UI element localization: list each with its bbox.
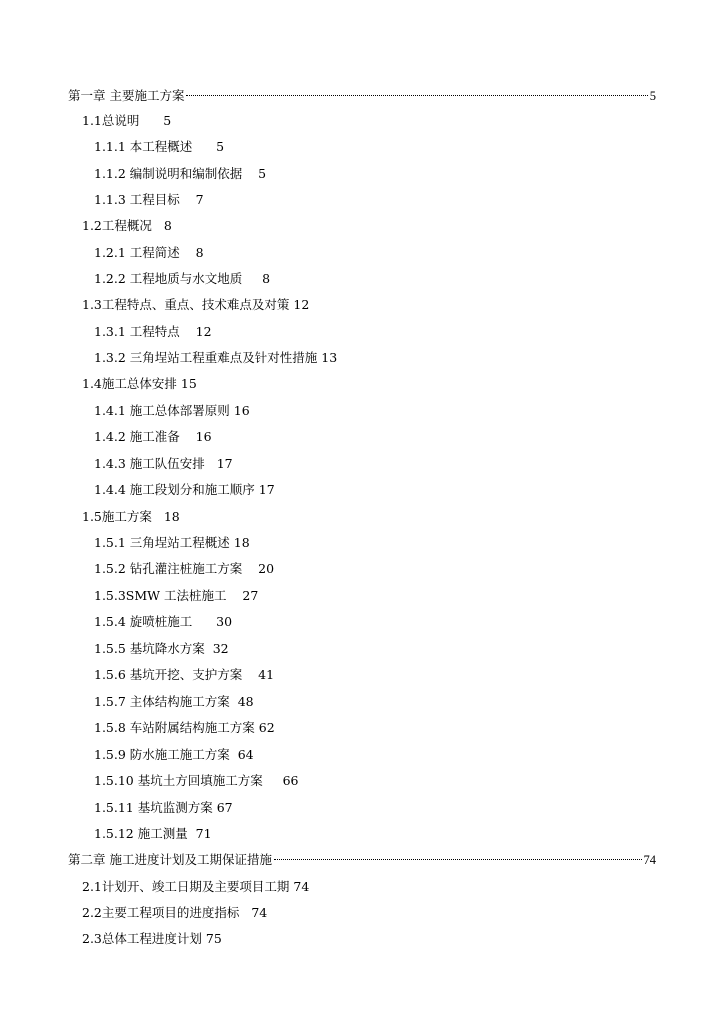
section-number: 1.2	[82, 218, 102, 233]
toc-subsection-1-5-12[interactable]: 1.5.12 施工测量 71	[94, 826, 212, 841]
toc-subsection-1-2-1[interactable]: 1.2.1 工程简述 8	[94, 245, 204, 260]
toc-subsection-1-5-3[interactable]: 1.5.3SMW 工法桩施工 27	[94, 588, 259, 603]
section-title: 工程特点、重点、技术难点及对策	[101, 297, 290, 312]
page-number: 5	[649, 89, 656, 103]
page-number: 5	[163, 113, 172, 128]
section-title: 工程概况	[101, 218, 152, 233]
toc-section-2-1[interactable]	[82, 877, 309, 897]
page-number: 74	[643, 853, 656, 867]
toc-section-1-3[interactable]	[82, 295, 309, 315]
section-title: 主要工程项目的进度指标	[101, 905, 240, 920]
page-number: 18	[163, 509, 180, 524]
toc-subsection-1-5-2[interactable]: 1.5.2 钻孔灌注桩施工方案 20	[94, 561, 275, 576]
toc-subsection-1-5-1[interactable]: 1.5.1 三角埕站工程概述 18	[94, 535, 250, 550]
section-title: 计划开、竣工日期及主要项目工期	[101, 879, 290, 894]
separator	[152, 218, 164, 233]
toc-subsection-1-5-4[interactable]: 1.5.4 旋喷桩施工 30	[94, 614, 233, 629]
page-number: 8	[163, 218, 172, 233]
chapter-title: 第二章 施工进度计划及工期保证措施	[68, 852, 272, 867]
toc-section-2-3[interactable]	[82, 929, 222, 949]
toc-section-1-2[interactable]	[82, 216, 172, 236]
toc-subsection-1-1-2[interactable]: 1.1.2 编制说明和编制依据 5	[94, 166, 267, 181]
page-number: 12	[293, 297, 310, 312]
toc-chapter-2[interactable]	[68, 850, 656, 870]
section-title: 施工总体安排	[101, 376, 177, 391]
section-number: 1.1	[82, 113, 102, 128]
toc-section-1-5[interactable]	[82, 507, 180, 527]
section-number: 2.3	[82, 931, 102, 946]
toc-subsection-1-4-2[interactable]: 1.4.2 施工准备 16	[94, 429, 212, 444]
toc-subsection-1-5-8[interactable]: 1.5.8 车站附属结构施工方案 62	[94, 720, 275, 735]
section-number: 2.1	[82, 879, 102, 894]
toc-subsection-1-3-2[interactable]: 1.3.2 三角埕站工程重难点及针对性措施 13	[94, 350, 338, 365]
toc-chapter-1[interactable]	[68, 86, 656, 106]
section-number: 1.4	[82, 376, 102, 391]
page-number: 15	[180, 376, 197, 391]
dot-leader	[186, 95, 647, 96]
section-title: 总说明	[101, 113, 140, 128]
toc-subsection-1-4-1[interactable]: 1.4.1 施工总体部署原则 16	[94, 403, 250, 418]
chapter-title: 第一章 主要施工方案	[68, 88, 185, 103]
toc-section-1-1[interactable]	[82, 111, 171, 131]
toc-subsection-1-5-7[interactable]: 1.5.7 主体结构施工方案 48	[94, 694, 254, 709]
toc-subsection-1-4-4[interactable]: 1.4.4 施工段划分和施工顺序 17	[94, 482, 275, 497]
toc-section-2-2[interactable]	[82, 903, 267, 923]
page-number: 74	[251, 905, 268, 920]
section-number: 1.3	[82, 297, 102, 312]
toc-subsection-1-1-1[interactable]: 1.1.1 本工程概述 5	[94, 139, 225, 154]
toc-subsection-1-5-5[interactable]: 1.5.5 基坑降水方案 32	[94, 641, 229, 656]
toc-subsection-1-2-2[interactable]: 1.2.2 工程地质与水文地质 8	[94, 271, 271, 286]
toc-subsection-1-3-1[interactable]: 1.3.1 工程特点 12	[94, 324, 212, 339]
page-number: 74	[293, 879, 310, 894]
section-title: 总体工程进度计划	[101, 931, 202, 946]
separator	[139, 113, 163, 128]
toc-subsection-1-5-6[interactable]: 1.5.6 基坑开挖、支护方案 41	[94, 667, 275, 682]
separator	[239, 905, 251, 920]
toc-subsection-1-5-11[interactable]: 1.5.11 基坑监测方案 67	[94, 800, 233, 815]
dot-leader	[274, 859, 642, 860]
toc-subsection-1-1-3[interactable]: 1.1.3 工程目标 7	[94, 192, 204, 207]
toc-subsection-1-5-9[interactable]: 1.5.9 防水施工施工方案 64	[94, 747, 254, 762]
toc-section-1-4[interactable]	[82, 374, 197, 394]
page-number: 75	[205, 931, 222, 946]
separator	[152, 509, 164, 524]
section-number: 1.5	[82, 509, 102, 524]
toc-subsection-1-5-10[interactable]: 1.5.10 基坑土方回填施工方案 66	[94, 773, 299, 788]
section-title: 施工方案	[101, 509, 152, 524]
section-number: 2.2	[82, 905, 102, 920]
toc-subsection-1-4-3[interactable]: 1.4.3 施工队伍安排 17	[94, 456, 233, 471]
